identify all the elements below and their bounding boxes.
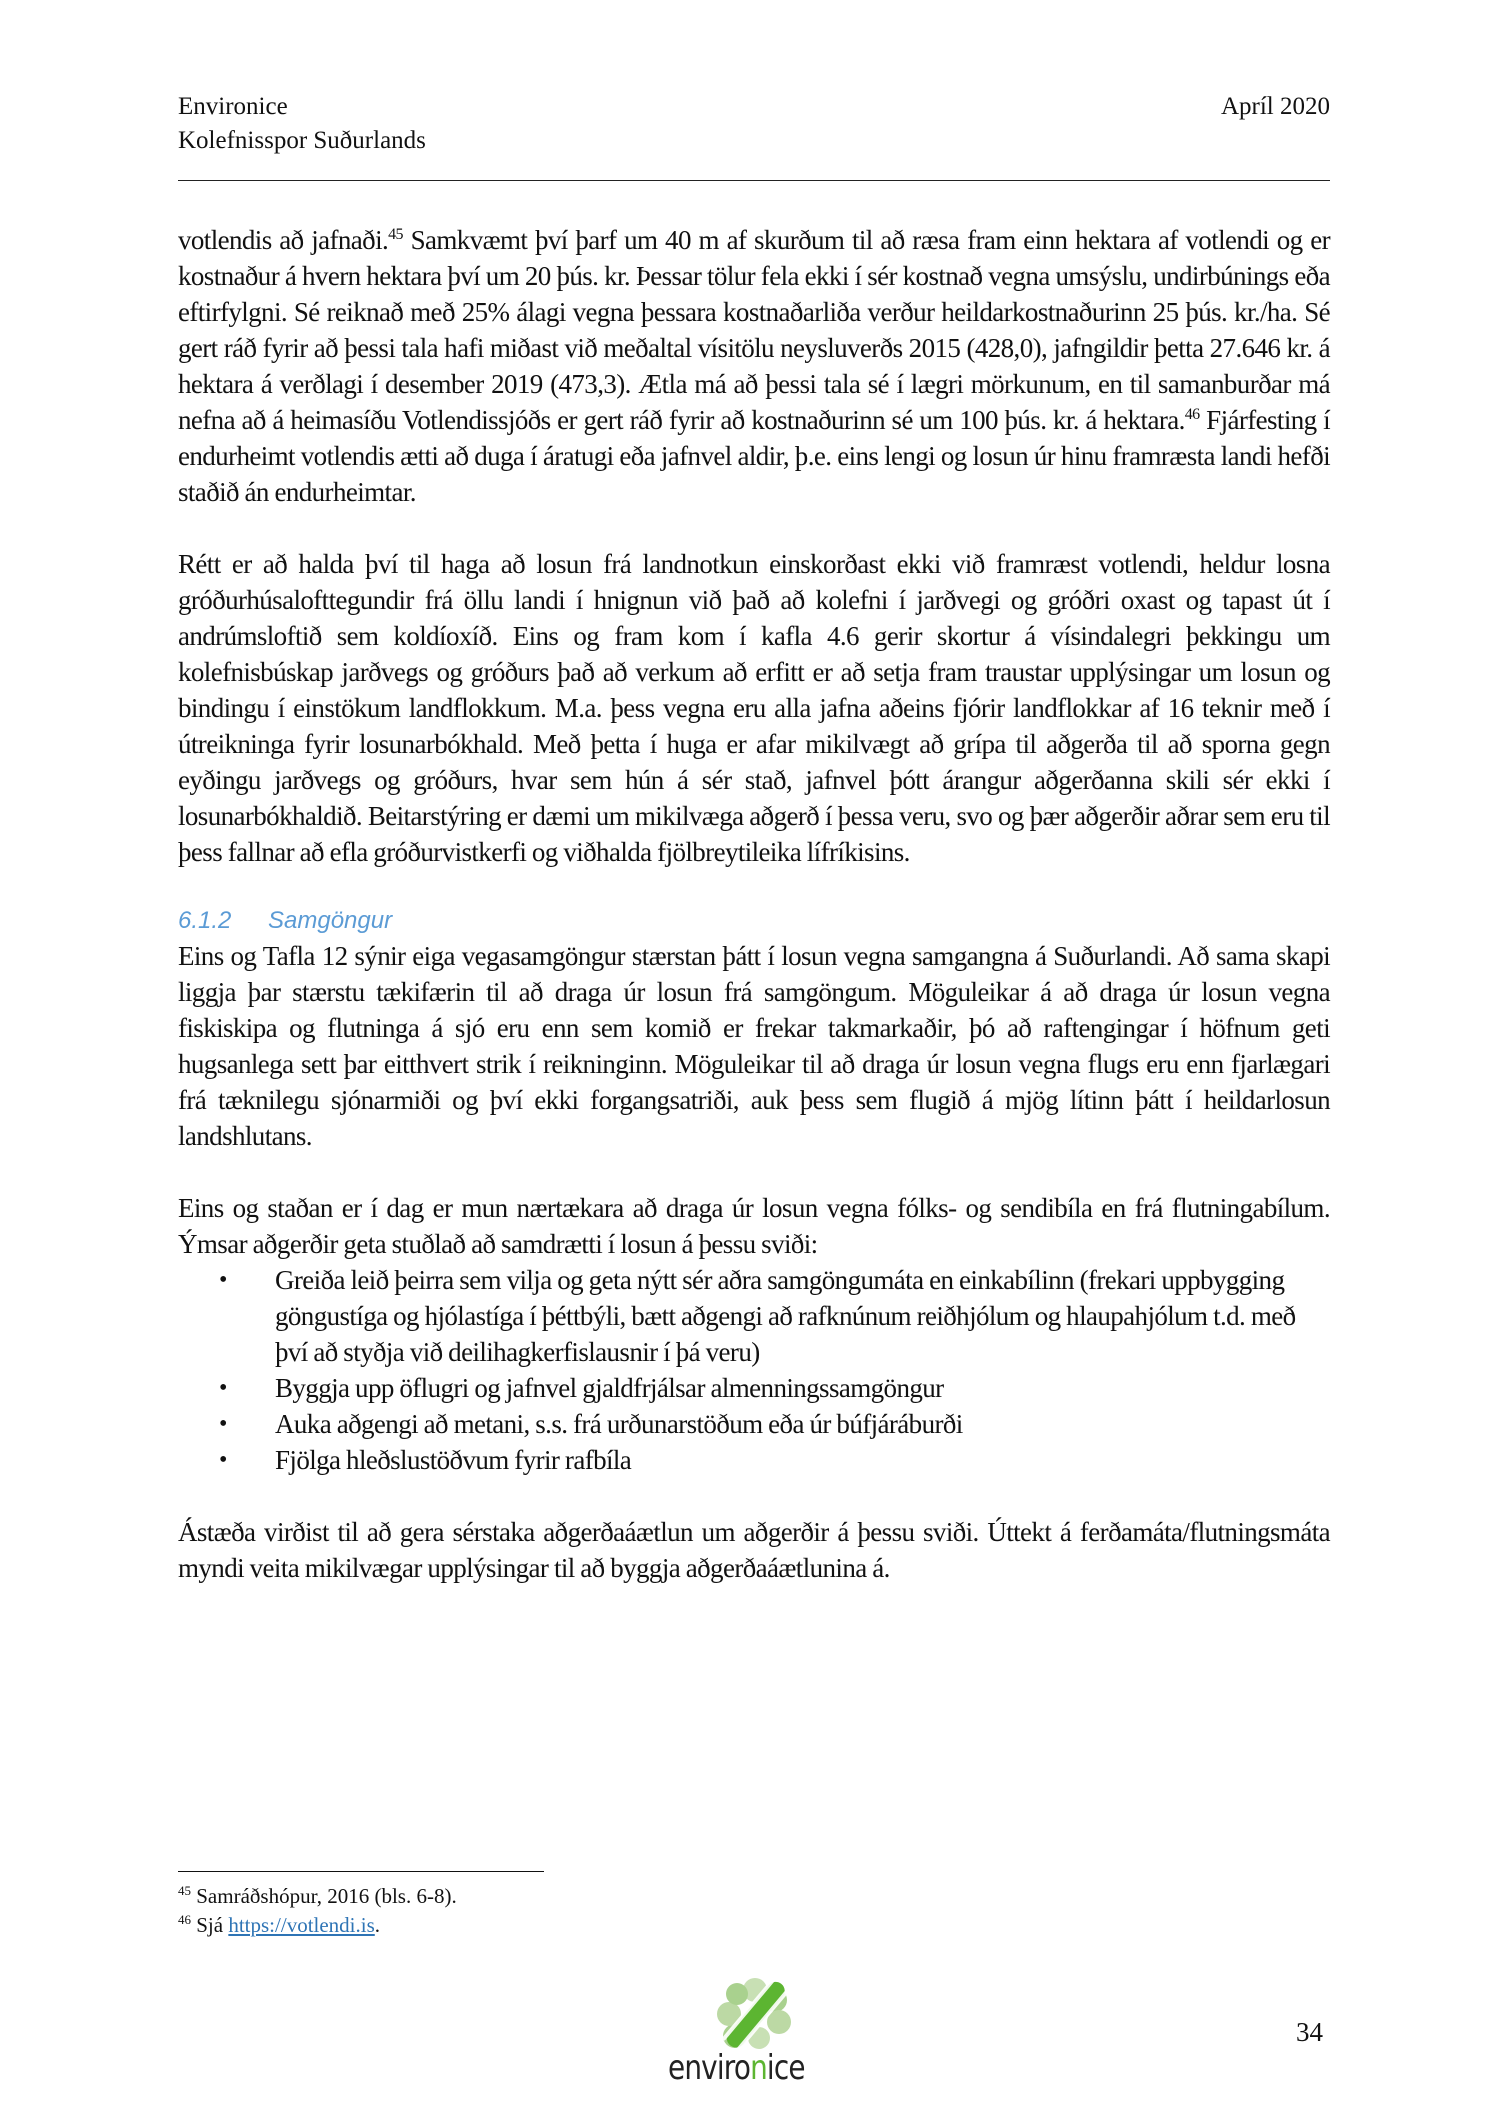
list-item: • Auka aðgengi að metani, s.s. frá urðunarstöðum eða úr búfjáráburði <box>275 1406 1330 1442</box>
header-report-title: Kolefnisspor Suðurlands <box>178 127 426 154</box>
paragraph: votlendis að jafnaði.$^{45}$ Samkvæmt því þarf um 40 m af skurðum til að ræsa fram einn hektara af votlendi og er kostnaður á hvern hektara því um 20 þús. kr. Þessar tölur fela ekki í sér kostnað vegna umsýslu, undirbúnings eða eftirfylgni. Sé reiknað með 25% álagi vegna þessara kostnaðarliða verður heildarkostnaðurinn 25 þús. kr./ha. Sé gert ráð fyrir að þessi tala hafi miðast við meðaltal vísitölu neysluverðs 2015 (428,0), jafngildir þetta 27.646 kr. á hektara á verðlagi í desember 2019 (473,3). Ætla má að þessi tala sé í lægri mörkunum, en til samanburðar má nefna að á heimasíðu Votlendissjóðs er gert ráð fyrir að kostnaðurinn sé um 100 þús. kr. á hektara.$^{46}$ Fjárfesting í endurheimt votlendis ætti að duga í áratugi eða jafnvel aldir, þ.e. eins lengi og losun úr hinu framræsta landi hefði staðið án endurheimtar. <box>178 225 1330 507</box>
footnote-link[interactable]: https://votlendi.is <box>228 1913 375 1937</box>
footnote-divider <box>178 1871 544 1872</box>
body-text <box>178 222 1330 1586</box>
footnote: $^{45}$ Samráðshópur, 2016 (bls. 6-8). <box>178 1883 457 1908</box>
header-divider <box>178 180 1330 181</box>
bullet-icon: • <box>219 1447 227 1473</box>
bullet-list <box>178 1262 1330 1478</box>
paragraph: Eins og staðan er í dag er mun nærtækara að draga úr losun vegna fólks- og sendibíla en frá flutningabílum. Ýmsar aðgerðir geta stuðlað að samdrætti í losun á þessu sviði: <box>178 1193 1330 1259</box>
paragraph: Rétt er að halda því til haga að losun frá landnotkun einskorðast ekki við framræst votlendi, heldur losna gróðurhúsalofttegundir frá öllu landi í hnignun við það að kolefni í jarðvegi og gróðri oxast og tapast út í andrúmsloftið sem koldíoxíð. Eins og fram kom í kafla 4.6 gerir skortur á vísindalegri þekkingu um kolefnisbúskap jarðvegs og gróðurs það að verkum að erfitt er að setja fram traustar upplýsingar um losun og bindingu í einstökum landflokkum. M.a. þess vegna eru alla jafna aðeins fjórir landflokkar af 16 teknir með í útreikninga fyrir losunarbókhald. Með þetta í huga er afar mikilvægt að grípa til aðgerða til að sporna gegn eyðingu jarðvegs og gróðurs, hvar sem hún á sér stað, jafnvel þótt árangur aðgerðanna skili sér ekki í losunarbókhaldið. Beitarstýring er dæmi um mikilvæga aðgerð í þessa veru, svo og þær aðgerðir aðrar sem eru til þess fallnar að efla gróðurvistkerfi og viðhalda fjölbreytileika lífríkisins. <box>178 549 1330 867</box>
list-item: • Byggja upp öflugri og jafnvel gjaldfrjálsar almenningssamgöngur <box>275 1370 1330 1406</box>
header-date: Apríl 2020 <box>1220 93 1330 120</box>
clover-logo-icon <box>713 1978 797 2050</box>
footnote-ref[interactable]: 46 <box>1184 406 1200 423</box>
bullet-icon: • <box>219 1375 227 1401</box>
paragraph: Ástæða virðist til að gera sérstaka aðgerðaáætlun um aðgerðir á þessu sviði. Úttekt á ferðamáta/flutningsmáta myndi veita mikilvægar upplýsingar til að byggja aðgerðaáætlunina á. <box>178 1517 1330 1583</box>
page-number: 34 <box>1296 2017 1323 2047</box>
bullet-icon: • <box>219 1411 227 1437</box>
header-company: Environice <box>178 93 288 120</box>
section-title: Samgöngur <box>268 907 393 934</box>
bullet-icon: • <box>219 1267 227 1293</box>
footnote: $^{46}$ Sjá https://votlendi.is. <box>178 1912 381 1937</box>
section-number: 6.1.2 <box>178 907 232 934</box>
section-heading <box>178 904 1330 938</box>
list-item: • Greiða leið þeirra sem vilja og geta nýtt sér aðra samgöngumáta en einkabílinn (frekari uppbygging göngustíga og hjólastíga í þéttbýli, bætt aðgengi að rafknúnum reiðhjólum og hlaupahjólum t.d. með því að styðja við deilihagkerfislausnir í þá veru) <box>275 1262 1330 1370</box>
paragraph: Eins og Tafla 12 sýnir eiga vegasamgöngur stærstan þátt í losun vegna samgangna á Suðurlandi. Að sama skapi liggja þar stærstu tækifærin til að draga úr losun frá samgöngum. Möguleikar á að draga úr losun vegna fiskiskipa og flutninga á sjó eru enn sem komið er frekar takmarkaðir, þó að raftengingar í höfnum geti hugsanlega sett þar eitthvert strik í reikninginn. Möguleikar til að draga úr losun vegna flugs eru enn fjarlægari frá tæknilegu sjónarmiði og því ekki forgangsatriði, auk þess sem flugið á mjög lítinn þátt í heildarlosun landshlutans. <box>178 941 1330 1151</box>
footnotes <box>178 1882 457 1940</box>
list-item: • Fjölga hleðslustöðvum fyrir rafbíla <box>275 1442 1330 1478</box>
environice-logo <box>668 1978 848 2098</box>
logo-wordmark: environice <box>668 2048 805 2088</box>
footnote-ref[interactable]: 45 <box>388 226 403 243</box>
